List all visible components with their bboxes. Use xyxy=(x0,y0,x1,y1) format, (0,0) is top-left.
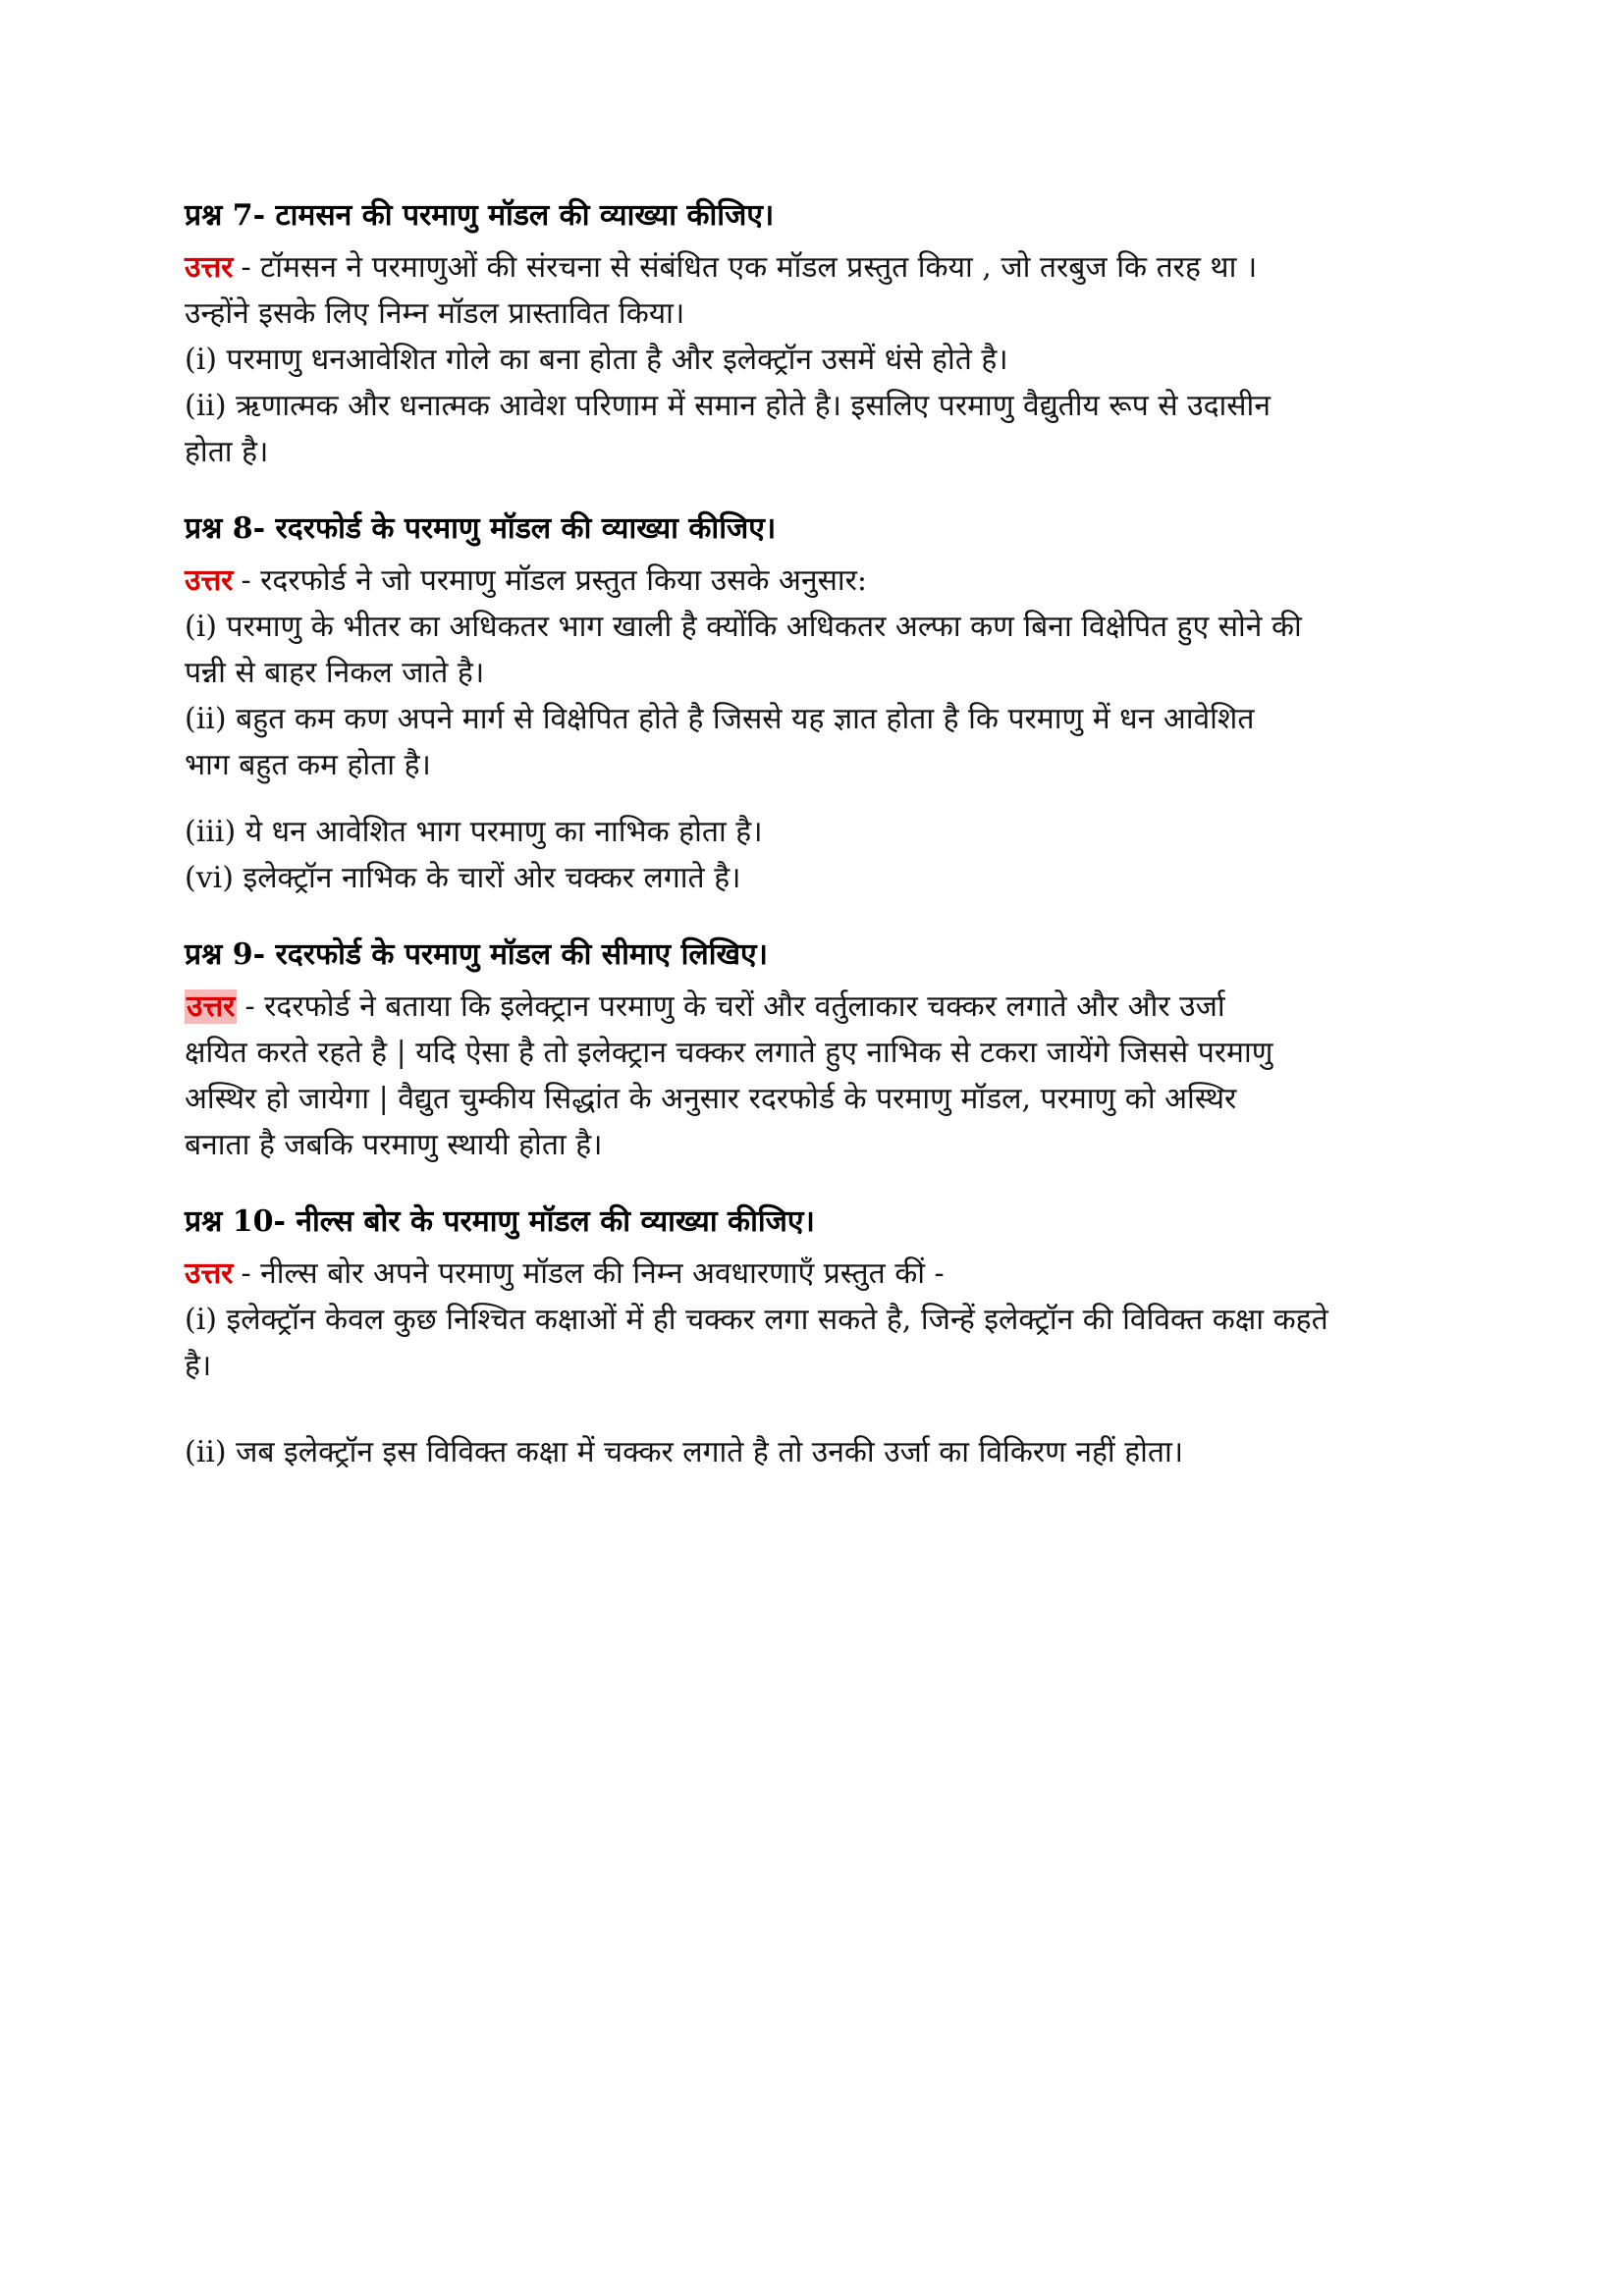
answer-text: - रदरफोर्ड ने जो परमाणु मॉडल प्रस्तुत किया उसके अनुसार: xyxy=(241,563,868,598)
answer-line: उन्होंने इसके लिए निम्न मॉडल प्रास्तावित किया। xyxy=(185,296,685,331)
answer-label: उत्तर xyxy=(185,563,234,598)
question-heading: प्रश्न 8- रदरफोर्ड के परमाणु मॉडल की व्याख्या कीजिए। xyxy=(185,511,777,546)
answer-line: (i) परमाणु के भीतर का अधिकतर भाग खाली है क्योंकि अधिकतर अल्फा कण बिना विक्षेपित हुए सोने की xyxy=(185,610,1302,644)
qa-section-question-8 xyxy=(185,506,1456,901)
answer-line: (ii) बहुत कम कण अपने मार्ग से विक्षेपित होते है जिससे यह ज्ञात होता है कि परमाणु में धन आवेशित xyxy=(185,702,1255,736)
qa-section-question-9 xyxy=(185,932,1456,1168)
answer-label: उत्तर xyxy=(185,250,234,285)
question-heading: प्रश्न 10- नील्स बोर के परमाणु मॉडल की व्याख्या कीजिए। xyxy=(185,1204,815,1239)
answer-line: है। xyxy=(185,1349,212,1383)
answer-line: (vi) इलेक्ट्रॉन नाभिक के चारों ओर चक्कर लगाते है। xyxy=(185,861,741,895)
answer-line: (iii) ये धन आवेशित भाग परमाणु का नाभिक होता है। xyxy=(185,815,763,849)
answer-line: अस्थिर हो जायेगा | वैद्युत चुम्कीय सिद्धांत के अनुसार रदरफोर्ड के परमाणु मॉडल, परमाणु को अस्थिर xyxy=(185,1082,1237,1116)
answer-text: - रदरफोर्ड ने बताया कि इलेक्ट्रान परमाणु के चरों और वर्तुलाकार चक्कर लगाते और और उर्जा xyxy=(244,989,1225,1024)
answer-line: (ii) जब इलेक्ट्रॉन इस विविक्त कक्षा में चक्कर लगाते है तो उनकी उर्जा का विकिरण नहीं होता। xyxy=(185,1435,1184,1469)
answer-label: उत्तर xyxy=(185,1256,234,1291)
answer-line: बनाता है जबकि परमाणु स्थायी होता है। xyxy=(185,1128,603,1162)
answer-line: (ii) ऋणात्मक और धनात्मक आवेश परिणाम में समान होते है। इसलिए परमाणु वैद्युतीय रूप से उदासीन xyxy=(185,389,1271,423)
answer-text: - नील्स बोर अपने परमाणु मॉडल की निम्न अवधारणाएँ प्रस्तुत कीं - xyxy=(241,1256,945,1291)
question-heading: प्रश्न 9- रदरफोर्ड के परमाणु मॉडल की सीमाए लिखिए। xyxy=(185,937,768,972)
answer-line: भाग बहुत कम होता है। xyxy=(185,748,431,782)
answer-line: होता है। xyxy=(185,435,269,469)
answer-line: (i) परमाणु धनआवेशित गोले का बना होता है और इलेक्ट्रॉन उसमें धंसे होते है। xyxy=(185,343,1008,377)
answer-first-line xyxy=(185,1251,1456,1297)
answer-first-line xyxy=(185,984,1456,1030)
paragraph-spacer xyxy=(185,788,1456,809)
answer-line: क्षयित करते रहते है | यदि ऐसा है तो इलेक्ट्रान चक्कर लगाते हुए नाभिक से टकरा जायेंगे जिससे परमाणु xyxy=(185,1036,1273,1070)
paragraph-spacer xyxy=(185,1389,1456,1429)
qa-section-question-10 xyxy=(185,1199,1456,1475)
answer-label-highlighted: उत्तर xyxy=(187,989,236,1024)
answer-first-line xyxy=(185,244,1456,291)
answer-line: पन्नी से बाहर निकल जाते है। xyxy=(185,656,485,690)
answer-first-line xyxy=(185,558,1456,604)
qa-section-question-7 xyxy=(185,192,1456,475)
answer-line: (i) इलेक्ट्रॉन केवल कुछ निश्चित कक्षाओं में ही चक्कर लगा सकते है, जिन्हें इलेक्ट्रॉन की विविक्त कक्षा कहते xyxy=(185,1303,1328,1337)
question-heading: प्रश्न 7- टामसन की परमाणु मॉडल की व्याख्या कीजिए। xyxy=(185,198,775,233)
answer-text: - टॉमसन ने परमाणुओं की संरचना से संबंधित एक मॉडल प्रस्तुत किया , जो तरबुज कि तरह था । xyxy=(241,250,1258,285)
